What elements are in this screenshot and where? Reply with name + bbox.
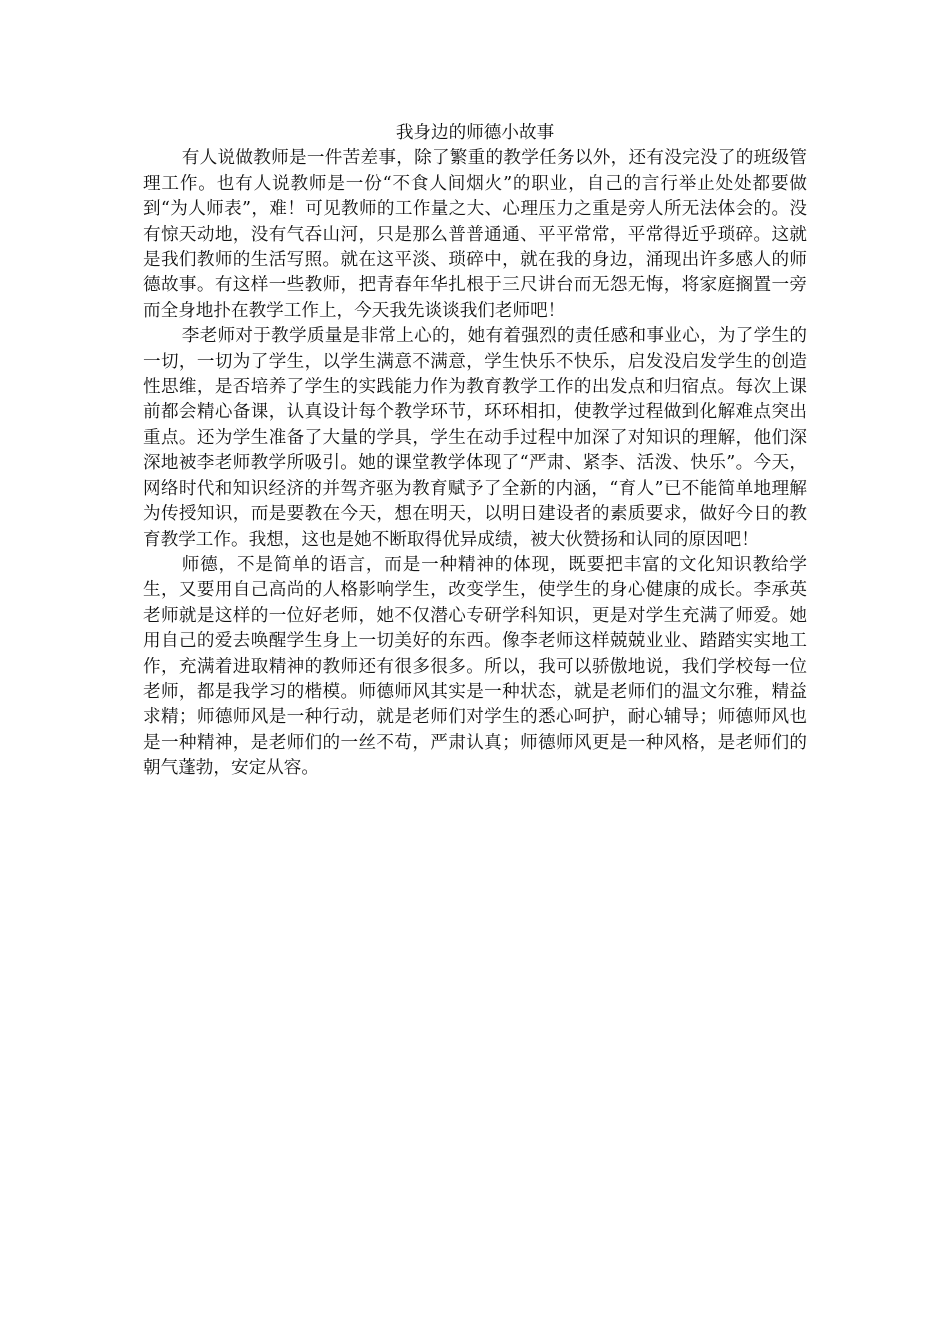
document-body — [143, 121, 807, 782]
paragraph-3: 师德，不是简单的语言，而是一种精神的体现，既要把丰富的文化知识教给学生，又要用自己高尚的人格影响学生，改变学生，使学生的身心健康的成长。李承英老师就是这样的一位好老师，她不仅潜心专研学科知识，更是对学生充满了师爱。她用自己的爱去唤醒学生身上一切美好的东西。像李老师这样兢兢业业、踏踏实实地工作，充满着进取精神的教师还有很多很多。所以，我可以骄傲地说，我们学校每一位老师，都是我学习的楷模。师德师风其实是一种状态，就是老师们的温文尔雅，精益求精；师德师风是一种行动，就是老师们对学生的悉心呵护，耐心辅导；师德师风也是一种精神，是老师们的一丝不苟，严肃认真；师德师风更是一种风格，是老师们的朝气蓬勃，安定从容。 — [143, 554, 807, 779]
paragraph-1: 有人说做教师是一件苦差事，除了繁重的教学任务以外，还有没完没了的班级管理工作。也有人说教师是一份“不食人间烟火”的职业，自己的言行举止处处都要做到“为人师表”，难！可见教师的工作量之大、心理压力之重是旁人所无法体会的。没有惊天动地，没有气吞山河，只是那么普普通通、平平常常，平常得近乎琐碎。这就是我们教师的生活写照。就在这平淡、琐碎中，就在我的身边，涌现出许多感人的师德故事。有这样一些教师，把青春年华扎根于三尺讲台而无怨无悔，将家庭搁置一旁而全身地扑在教学工作上，今天我先谈谈我们老师吧！ — [143, 148, 807, 321]
paragraph-2: 李老师对于教学质量是非常上心的，她有着强烈的责任感和事业心，为了学生的一切，一切为了学生，以学生满意不满意，学生快乐不快乐，启发没启发学生的创造性思维，是否培养了学生的实践能力作为教育教学工作的出发点和归宿点。每次上课前都会精心备课，认真设计每个教学环节，环环相扣，使教学过程做到化解难点突出重点。还为学生准备了大量的学具，学生在动手过程中加深了对知识的理解，他们深深地被李老师教学所吸引。她的课堂教学体现了“严肃、紧李、活泼、快乐”。今天，网络时代和知识经济的并驾齐驱为教育赋予了全新的内涵，“育人”已不能简单地理解为传授知识，而是要教在今天，想在明天，以明日建设者的素质要求，做好今日的教育教学工作。我想，这也是她不断取得优异成绩，被大伙赞扬和认同的原因吧！ — [143, 326, 807, 550]
document-title: 我身边的师德小故事 — [395, 123, 555, 143]
